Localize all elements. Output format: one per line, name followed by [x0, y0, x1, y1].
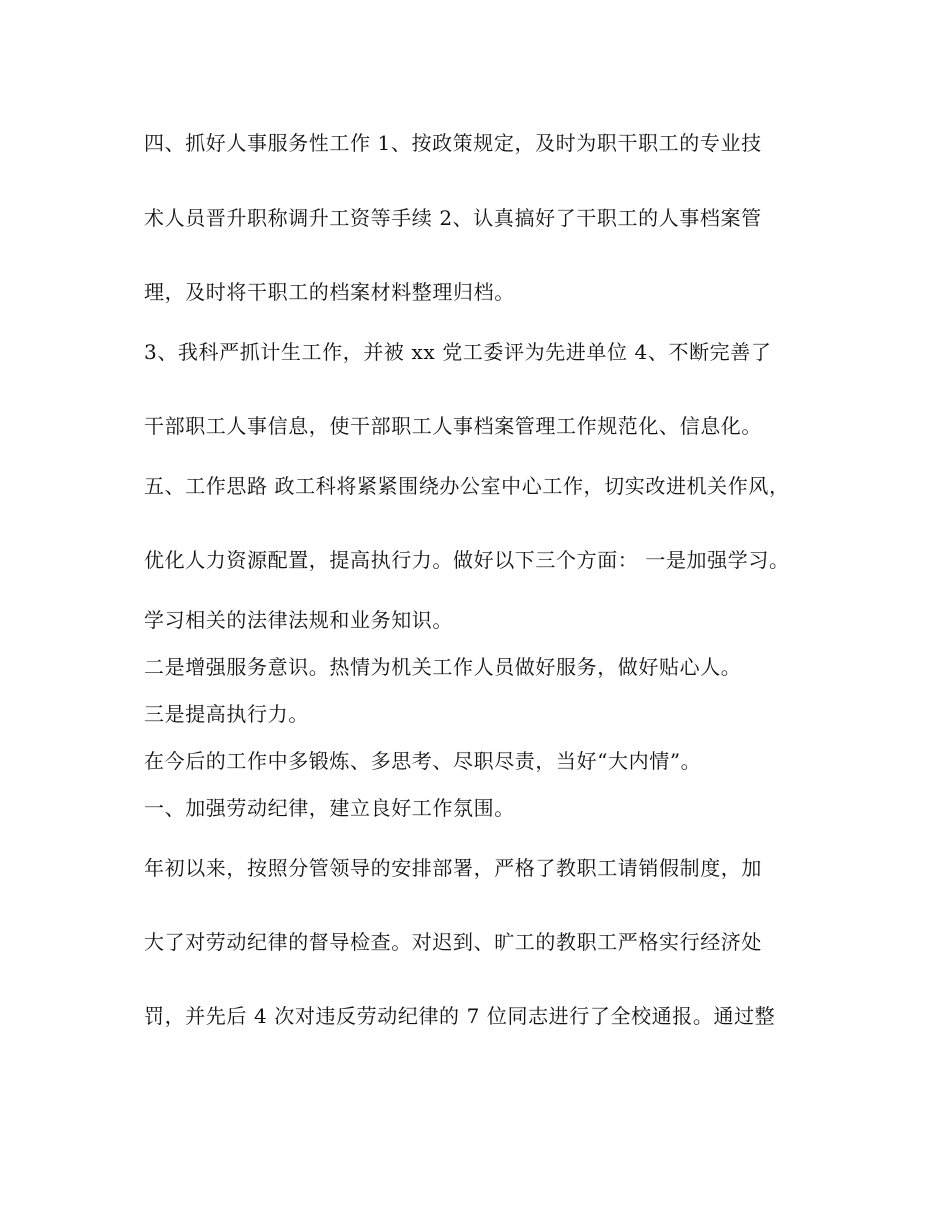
text-line: 在今后的工作中多锻炼、多思考、尽职尽责，当好“大内情”。	[144, 749, 702, 773]
text-line: 一、加强劳动纪律，建立良好工作氛围。	[144, 796, 515, 820]
text-line: 四、抓好人事服务性工作 1、按政策规定，及时为职干职工的专业技	[144, 131, 762, 155]
text-line: 二是增强服务意识。热情为机关工作人员做好服务，做好贴心人。	[144, 655, 742, 679]
text-line: 三是提高执行力。	[144, 702, 309, 726]
text-line: 术人员晋升职称调升工资等手续 2、认真搞好了干职工的人事档案管	[144, 206, 762, 230]
text-line: 罚，并先后 4 次对违反劳动纪律的 7 位同志进行了全校通报。通过整	[144, 1004, 776, 1028]
text-line: 理，及时将干职工的档案材料整理归档。	[144, 280, 515, 304]
text-line: 大了对劳动纪律的督导检查。对迟到、旷工的教职工严格实行经济处	[144, 930, 762, 954]
text-line: 3、我科严抓计生工作，并被 xx 党工委评为先进单位 4、不断完善了	[144, 340, 772, 364]
text-line: 五、工作思路 政工科将紧紧围绕办公室中心工作，切实改进机关作风，	[144, 474, 790, 498]
text-line: 干部职工人事信息，使干部职工人事档案管理工作规范化、信息化。	[144, 414, 762, 438]
text-line: 优化人力资源配置，提高执行力。做好以下三个方面： 一是加强学习。	[144, 548, 790, 572]
text-line: 年初以来，按照分管领导的安排部署，严格了教职工请销假制度，加	[144, 856, 762, 880]
text-line: 学习相关的法律法规和业务知识。	[144, 608, 453, 632]
